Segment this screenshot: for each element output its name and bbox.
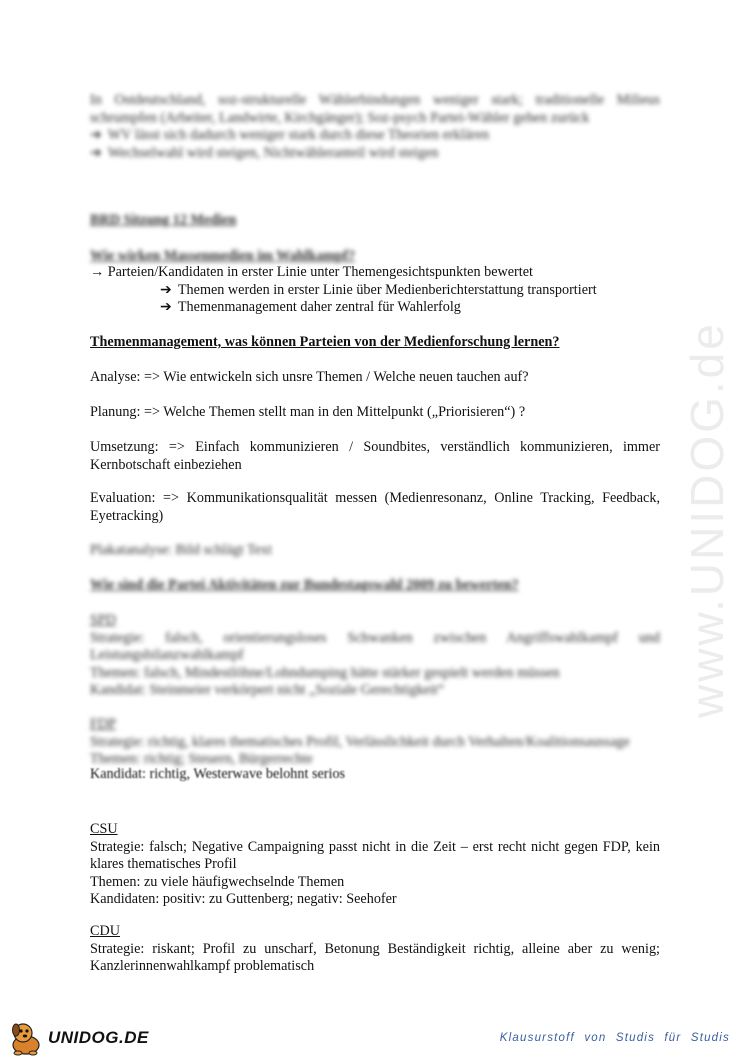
csu-themen: Themen: zu viele häufigwechselnde Themen bbox=[90, 873, 345, 890]
spd-name: SPD bbox=[90, 612, 117, 628]
analyse-line: Analyse: => Wie entwickeln sich unsre Themen / Welche neuen tauchen auf? bbox=[90, 369, 529, 385]
arrow-icon: ➔ bbox=[90, 127, 102, 143]
arrow-icon: → bbox=[90, 264, 108, 280]
umsetzung-line: Umsetzung: => Einfach kommunizieren / Soundbites, verständlich kommunizieren, immer Kernbotschaft einbeziehen bbox=[90, 439, 660, 473]
blurred-plakat: Plakatanalyse: Bild schlägt Text bbox=[90, 542, 272, 558]
logo-text: UNIDOG.DE bbox=[48, 1028, 149, 1047]
themen-heading: Themenmanagement, was können Parteien von der Medienforschung lernen? bbox=[90, 334, 560, 350]
spd-themen: Themen: falsch, Mindestlöhne/Lohndumping hätte stärker gespielt werden müssen bbox=[90, 664, 560, 681]
planung-line: Planung: => Welche Themen stellt man in den Mittelpunkt („Priorisieren“) ? bbox=[90, 404, 526, 420]
fdp-name: FDP bbox=[90, 716, 117, 732]
blurred-line: ➔ Wechselwahl wird steigen, Nichtwähleranteil wird steigen bbox=[90, 144, 439, 161]
unidog-logo bbox=[6, 1018, 156, 1058]
csu-kandidaten: Kandidaten: positiv: zu Guttenberg; negativ: Seehofer bbox=[90, 891, 397, 907]
media-list bbox=[90, 264, 660, 317]
media-line-2: ➔ Themen werden in erster Linie über Medienberichterstattung transportiert bbox=[160, 281, 597, 298]
cdu-strategie: Strategie: riskant; Profil zu unscharf, Betonung Beständigkeit richtig, alleine aber zu wenig; Kanzlerinnenwahlkampf problematisch bbox=[90, 940, 660, 974]
csu-section bbox=[90, 821, 660, 909]
blurred-section-title: BRD Sitzung 12 Medien bbox=[90, 212, 237, 228]
media-line-3: ➔ Themenmanagement daher zentral für Wahlerfolg bbox=[160, 299, 461, 315]
fdp-themen: Themen: richtig; Steuern, Bürgerrechte bbox=[90, 751, 313, 767]
evaluation-line: Evaluation: => Kommunikationsqualität messen (Medienresonanz, Online Tracking, Feedback, Eyetracking) bbox=[90, 490, 660, 524]
blurred-line: ➔ WV lässt sich dadurch weniger stark durch diese Theorien erklären bbox=[90, 127, 490, 143]
csu-name: CSU bbox=[90, 821, 118, 837]
dog-mascot-icon bbox=[6, 1018, 46, 1058]
arrow-icon: ➔ bbox=[90, 144, 102, 161]
cdu-name: CDU bbox=[90, 923, 120, 939]
spd-strategie: Strategie: falsch, orientierungsloses Schwanken zwischen Angriffswahlkampf und Leistungsbilanzwahlkampf bbox=[90, 629, 660, 663]
watermark: www.UNIDOG.de bbox=[681, 321, 733, 719]
csu-strategie: Strategie: falsch; Negative Campaigning passt nicht in die Zeit – erst recht nicht gegen FDP, kein klares thematisches Profil bbox=[90, 838, 660, 872]
fdp-kandidat: Kandidat: richtig, Westerwave belohnt serios bbox=[90, 765, 346, 782]
spd-section bbox=[90, 612, 660, 700]
spd-kandidat: Kandidat: Steinmeier verkörpert nicht „Soziale Gerechtigkeit“ bbox=[90, 682, 445, 698]
arrow-icon: ➔ bbox=[160, 299, 172, 315]
cdu-section bbox=[90, 923, 660, 976]
media-line-1: → Parteien/Kandidaten in erster Linie unter Themengesichtspunkten bewertet bbox=[90, 264, 533, 280]
footer-tagline: Klausurstoff von Studis für Studis bbox=[499, 1032, 730, 1044]
blurred-line: In Ostdeutschland, soz-strukturelle Wählerbindungen weniger stark; traditionelle Milieus schrumpfen (Arbeiter, Landwirte, Kirchgänger); Soz-psych Partei-Wähler gehen zurück bbox=[90, 92, 660, 126]
blurred-question: Wie wirken Massenmedien im Wahlkampf? bbox=[90, 248, 356, 264]
blurred-intro bbox=[90, 92, 660, 162]
blurred-question-2: Wie sind die Partei Aktivitäten zur Bundestagswahl 2009 zu bewerten? bbox=[90, 577, 519, 593]
fdp-strategie: Strategie: richtig, klares thematisches Profil, Verlässlichkeit durch Verhalten/Koalitionsaussage bbox=[90, 733, 630, 750]
fdp-section bbox=[90, 716, 660, 783]
arrow-icon: ➔ bbox=[160, 281, 172, 298]
